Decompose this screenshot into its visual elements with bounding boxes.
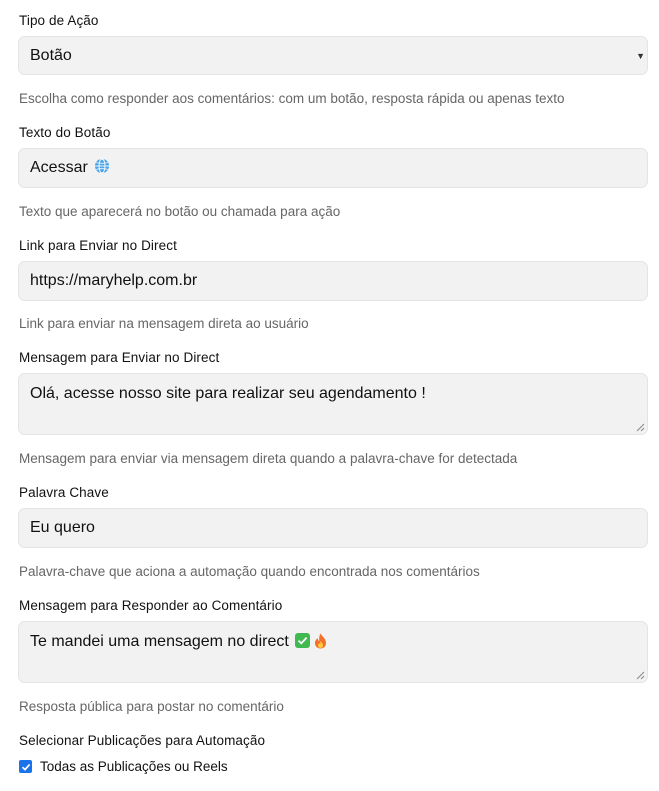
- button-text-input[interactable]: [18, 148, 648, 188]
- globe-icon: [94, 158, 110, 179]
- check-mark-icon: [295, 633, 310, 653]
- resize-handle-icon[interactable]: [636, 671, 645, 680]
- button-text-help: Texto que aparecerá no botão ou chamada para ação: [19, 204, 341, 219]
- direct-message-textarea[interactable]: [18, 373, 648, 435]
- fire-icon: [314, 633, 327, 654]
- resize-handle-icon[interactable]: [636, 423, 645, 432]
- action-type-value: Botão: [30, 46, 72, 64]
- chevron-down-icon: ▼: [636, 50, 645, 61]
- direct-message-value: Olá, acesse nosso site para realizar seu agendamento !: [30, 385, 426, 402]
- comment-reply-label: Mensagem para Responder ao Comentário: [19, 598, 283, 613]
- all-publications-label: Todas as Publicações ou Reels: [40, 759, 228, 774]
- all-publications-checkbox[interactable]: [19, 760, 32, 773]
- action-type-label: Tipo de Ação: [19, 13, 99, 28]
- direct-link-help: Link para enviar na mensagem direta ao usuário: [19, 316, 309, 331]
- direct-link-label: Link para Enviar no Direct: [19, 238, 177, 253]
- comment-reply-help: Resposta pública para postar no comentário: [19, 699, 284, 714]
- keyword-label: Palavra Chave: [19, 485, 109, 500]
- direct-message-help: Mensagem para enviar via mensagem direta quando a palavra-chave for detectada: [19, 451, 518, 466]
- direct-message-label: Mensagem para Enviar no Direct: [19, 350, 220, 365]
- checkmark-icon: [21, 762, 31, 772]
- action-type-select[interactable]: [18, 36, 648, 75]
- keyword-help: Palavra-chave que aciona a automação quando encontrada nos comentários: [19, 564, 480, 579]
- button-text-label: Texto do Botão: [19, 125, 111, 140]
- keyword-value: Eu quero: [30, 519, 95, 536]
- direct-link-input[interactable]: [18, 261, 648, 301]
- all-publications-option[interactable]: [19, 759, 228, 774]
- button-text-value: Acessar: [30, 159, 88, 176]
- keyword-input[interactable]: [18, 508, 648, 548]
- direct-link-value: https://maryhelp.com.br: [30, 272, 198, 289]
- action-type-help: Escolha como responder aos comentários: com um botão, resposta rápida ou apenas texto: [19, 91, 565, 106]
- comment-reply-value: Te mandei uma mensagem no direct: [30, 633, 289, 650]
- publications-label: Selecionar Publicações para Automação: [19, 733, 266, 748]
- comment-reply-textarea[interactable]: [18, 621, 648, 683]
